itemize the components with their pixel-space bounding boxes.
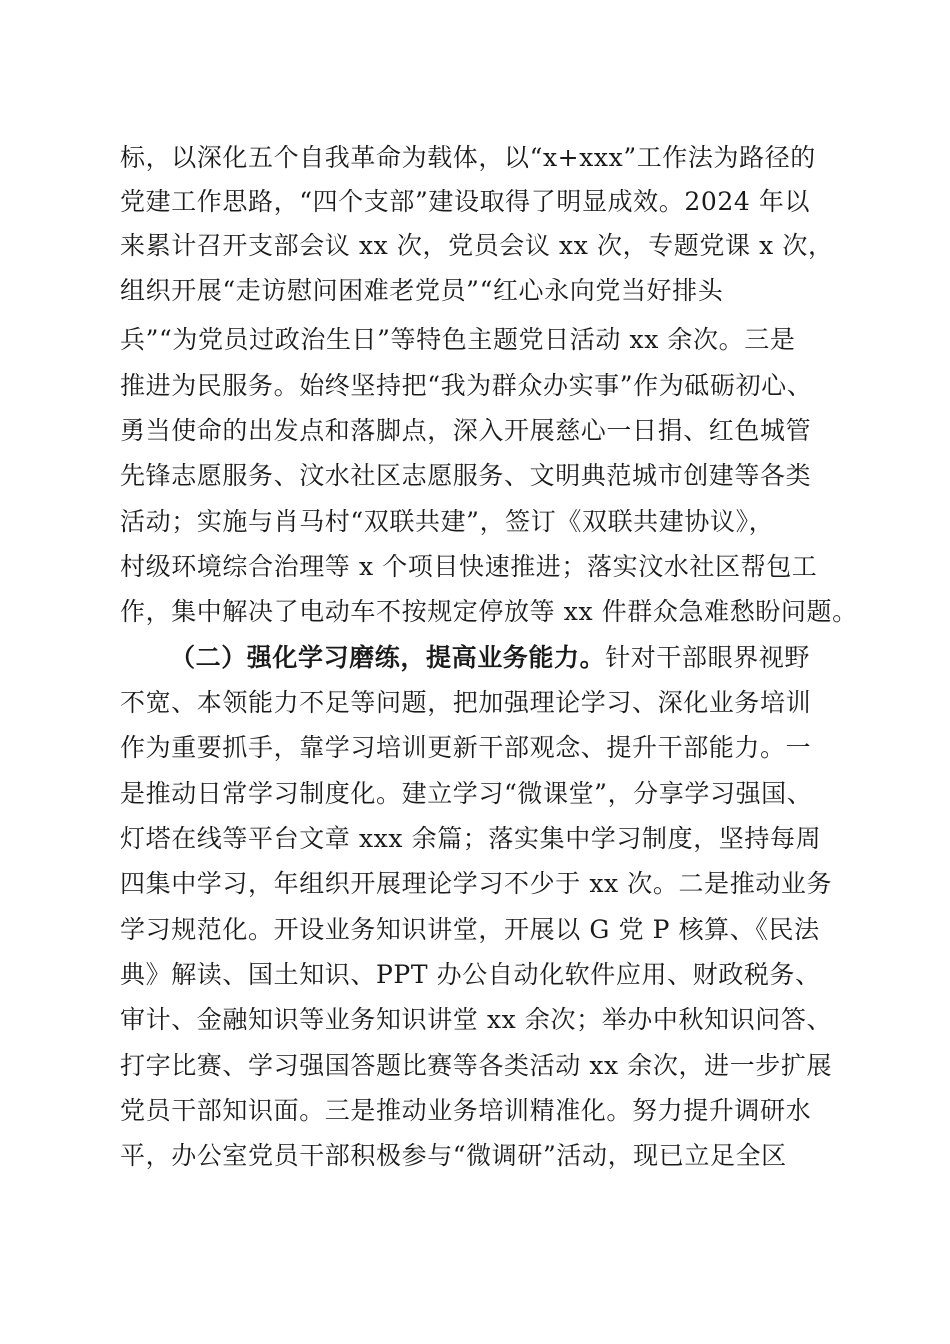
text-line: 作，集中解决了电动车不按规定停放等 xx 件群众急难愁盼问题。 xyxy=(120,597,858,626)
text-line: 典》解读、国土知识、PPT 办公自动化软件应用、财政税务、 xyxy=(120,960,821,989)
text-line: 勇当使命的出发点和落脚点，深入开展慈心一日捐、红色城管 xyxy=(120,416,812,445)
text-line: 是推动日常学习制度化。建立学习“微课堂”，分享学习强国、 xyxy=(120,779,813,808)
text-line: 党员干部知识面。三是推动业务培训精准化。努力提升调研水 xyxy=(120,1096,812,1125)
text-line: 不宽、本领能力不足等问题，把加强理论学习、深化业务培训 xyxy=(120,688,812,717)
text-line: 作为重要抓手，靠学习培训更新干部观念、提升干部能力。一 xyxy=(120,733,812,762)
text-line: 审计、金融知识等业务知识讲堂 xx 余次；举办中秋知识问答、 xyxy=(120,1005,833,1034)
text-line: 村级环境综合治理等 x 个项目快速推进；落实汶水社区帮包工 xyxy=(120,552,818,581)
text-line: 活动；实施与肖马村“双联共建”，签订《双联共建协议》， xyxy=(120,507,775,536)
text-line: 四集中学习，年组织开展理论学习不少于 xx 次。二是推动业务 xyxy=(120,869,833,898)
text-line: 灯塔在线等平台文章 xxx 余篇；落实集中学习制度，坚持每周 xyxy=(120,824,822,853)
text-line: 学习规范化。开设业务知识讲堂，开展以 G 党 P 核算、《民法 xyxy=(120,915,820,944)
section-heading: （二）强化学习磨练，提高业务能力。 xyxy=(170,643,606,672)
text-line: 来累计召开支部会议 xx 次，党员会议 xx 次，专题党课 x 次， xyxy=(120,231,834,260)
text-line: 标，以深化五个自我革命为载体，以“x+xxx”工作法为路径的 xyxy=(120,143,816,172)
section-first-line-text: 针对干部眼界视野 xyxy=(605,643,811,672)
text-line: 平，办公室党员干部积极参与“微调研”活动，现已立足全区 xyxy=(120,1141,787,1170)
text-line: 党建工作思路，“四个支部”建设取得了明显成效。2024 年以 xyxy=(120,187,811,216)
text-line: 先锋志愿服务、汶水社区志愿服务、文明典范城市创建等各类 xyxy=(120,461,812,490)
section-heading-line xyxy=(170,636,890,680)
text-line: 组织开展“走访慰问困难老党员”“红心永向党当好排头 xyxy=(120,276,724,305)
text-line: 兵”“为党员过政治生日”等特色主题党日活动 xx 余次。三是 xyxy=(120,325,796,354)
text-line: 打字比赛、学习强国答题比赛等各类活动 xx 余次，进一步扩展 xyxy=(120,1051,833,1080)
text-line: 推进为民服务。始终坚持把“我为群众办实事”作为砥砺初心、 xyxy=(120,371,813,400)
